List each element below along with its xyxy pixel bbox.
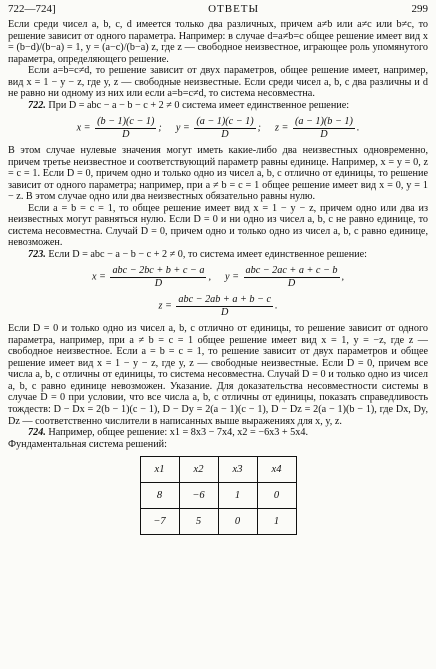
eq-y-label: y = xyxy=(175,122,190,134)
problem-723-text: Если D = abc − a − b − c + 2 ≠ 0, то система имеет единственное решение: xyxy=(48,248,367,260)
header-center: ОТВЕТЫ xyxy=(208,3,260,15)
eq-z-label: z = xyxy=(275,122,289,134)
paragraph-9: Фундаментальная система решений: xyxy=(8,438,167,450)
table-header-cell: x2 xyxy=(179,457,218,483)
eq-y-label: y = xyxy=(225,271,239,283)
frac-den: D xyxy=(122,128,130,140)
fraction-x xyxy=(110,265,206,289)
frac-num: (a − 1)(c − 1) xyxy=(196,116,254,128)
problem-723 xyxy=(8,249,428,261)
table-cell: 0 xyxy=(218,509,257,535)
header-left: 722—724] xyxy=(8,3,56,15)
paragraph-5: Если a = b = c = 1, то общее решение имеет вид x = 1 − y − z, причем одно или два из неизвестных могут равняться нулю. Если D = 0 и ни одно из чисел a, b, c не равно единице, то система несовместна. Случай D = 0, причем одно и только одно из чисел a, b, c равно единице, невозможен. xyxy=(8,202,428,249)
frac-den: D xyxy=(320,128,328,140)
problem-722 xyxy=(8,100,428,112)
frac-num: (b − 1)(c − 1) xyxy=(97,116,155,128)
table-header-cell: x3 xyxy=(218,457,257,483)
frac-den: D xyxy=(154,277,163,289)
equation-723-xy: x = abc − 2bc + b + c − a D , y = abc − 2ac + a + c − b D , xyxy=(91,265,345,289)
frac-den: D xyxy=(287,277,296,289)
frac-den: D xyxy=(221,128,229,140)
paragraph-2: Если a=b=c≠d, то решение зависит от двух параметров, общее решение имеет, например, вид x = 1 − y − z, где y, z — свободные неизвестные. Если среди чисел a, b, c два различны и d не равно ни одному из них или если a=b=c≠d, то система несовместна. xyxy=(8,65,428,100)
frac-num: abc − 2ac + a + c − b xyxy=(245,265,338,277)
table-header-row xyxy=(140,457,296,483)
table-cell: −7 xyxy=(140,509,179,535)
fraction-y xyxy=(194,116,255,140)
table-header-cell: x1 xyxy=(140,457,179,483)
table-row xyxy=(140,509,296,535)
eq-x-label: x = xyxy=(76,122,91,134)
table-cell: 5 xyxy=(179,509,218,535)
table-cell: 8 xyxy=(140,483,179,509)
problem-724 xyxy=(8,427,428,439)
running-header xyxy=(8,3,428,19)
fraction-y xyxy=(244,265,340,289)
problem-724-text: Например, общее решение: x1 = 8x3 − 7x4, x2 = −6x3 + 5x4. xyxy=(48,427,309,439)
frac-num: (a − 1)(b − 1) xyxy=(294,116,353,128)
page-number: 299 xyxy=(411,3,428,15)
table-cell: 1 xyxy=(257,509,296,535)
paragraph-4: В этом случае нулевые значения могут иметь какие-либо два неизвестных одновременно, причем третье неизвестное и соответствующий параметр равны единице. Например, x = y = 0, z = c = 1. Если D = 0, причем одно и только одно из чисел a, b, c отлично от единицы, то решение зависит от одного параметра; например, при a ≠ b = c = 1 общее решение имеет вид x = 0, y = 1 − z. В этом случае одно или два неизвестных обязательно равны нулю. xyxy=(8,145,428,203)
equation-723-z: z = abc − 2ab + a + b − c D . xyxy=(158,294,278,318)
table-row xyxy=(140,483,296,509)
table-cell: −6 xyxy=(179,483,218,509)
table-header-cell: x4 xyxy=(257,457,296,483)
frac-num: abc − 2ab + a + b − c xyxy=(178,294,271,306)
table-cell: 0 xyxy=(257,483,296,509)
problem-number-724: 724. xyxy=(28,427,46,439)
problem-number-723: 723. xyxy=(28,248,46,260)
table-cell: 1 xyxy=(218,483,257,509)
problem-722-text: При D = abc − a − b − c + 2 ≠ 0 система имеет единственное решение: xyxy=(48,99,350,111)
paragraph-7: Если D = 0 и только одно из чисел a, b, c отлично от единицы, то решение зависит от одного параметра, например, при a ≠ b = c = 1 общее решение имеет вид x = 1, y = −z, где z — свободное неизвестное. Если a = b = c = 1, то решение зависит от двух параметров и общее решение имеет вид x = 1 − y − z, где y, z — свободные неизвестные. Если D = 0, причем все числа a, b, c отличны от единицы, то система несовместна. Случай D = 0 и только одно из чисел a, b, c равно единице невозможен. Указание. Для доказательства несовместности системы в случае D = 0 при условии, что все числа a, b, c отличны от единицы, показать справедливость тождеств: D − Dx = 2(b − 1)(c − 1), D − Dy = 2(a − 1)(c − 1), D − Dz = 2(a − 1)(b − 1), где Dx, Dy, Dz — соответственно числители в написанных выше выражениях для x, y, z. xyxy=(8,323,428,427)
fraction-z xyxy=(293,116,355,140)
eq-z-label: z = xyxy=(158,300,172,312)
fundamental-system-table xyxy=(140,456,297,535)
frac-den: D xyxy=(221,306,229,318)
equation-722: x = $\frac{(b - 1)(c - 1)}{D}$ ; y = $\frac{(a - 1)(c - 1)}{D}$ ; z = $\frac{(a - 1)(b - 1)}{D}$ . xyxy=(76,116,360,140)
eq-x-label: x = xyxy=(91,271,106,283)
problem-number-722: 722. xyxy=(28,99,46,111)
frac-num: abc − 2bc + b + c − a xyxy=(112,265,205,277)
fraction-z xyxy=(176,294,273,318)
fraction-x xyxy=(95,116,156,140)
paragraph-1: Если среди чисел a, b, c, d имеется только два различных, причем a≠b или a≠c или b≠c, то решение зависит от одного параметра. Например: в случае d=a≠b=c общее решение имеет вид x = (b−d)/(b−a) = 1, y = (a−c)/(b−a) z, где z — свободное неизвестное, играющее роль упомянутого параметра, определяющего решение. xyxy=(8,19,428,65)
